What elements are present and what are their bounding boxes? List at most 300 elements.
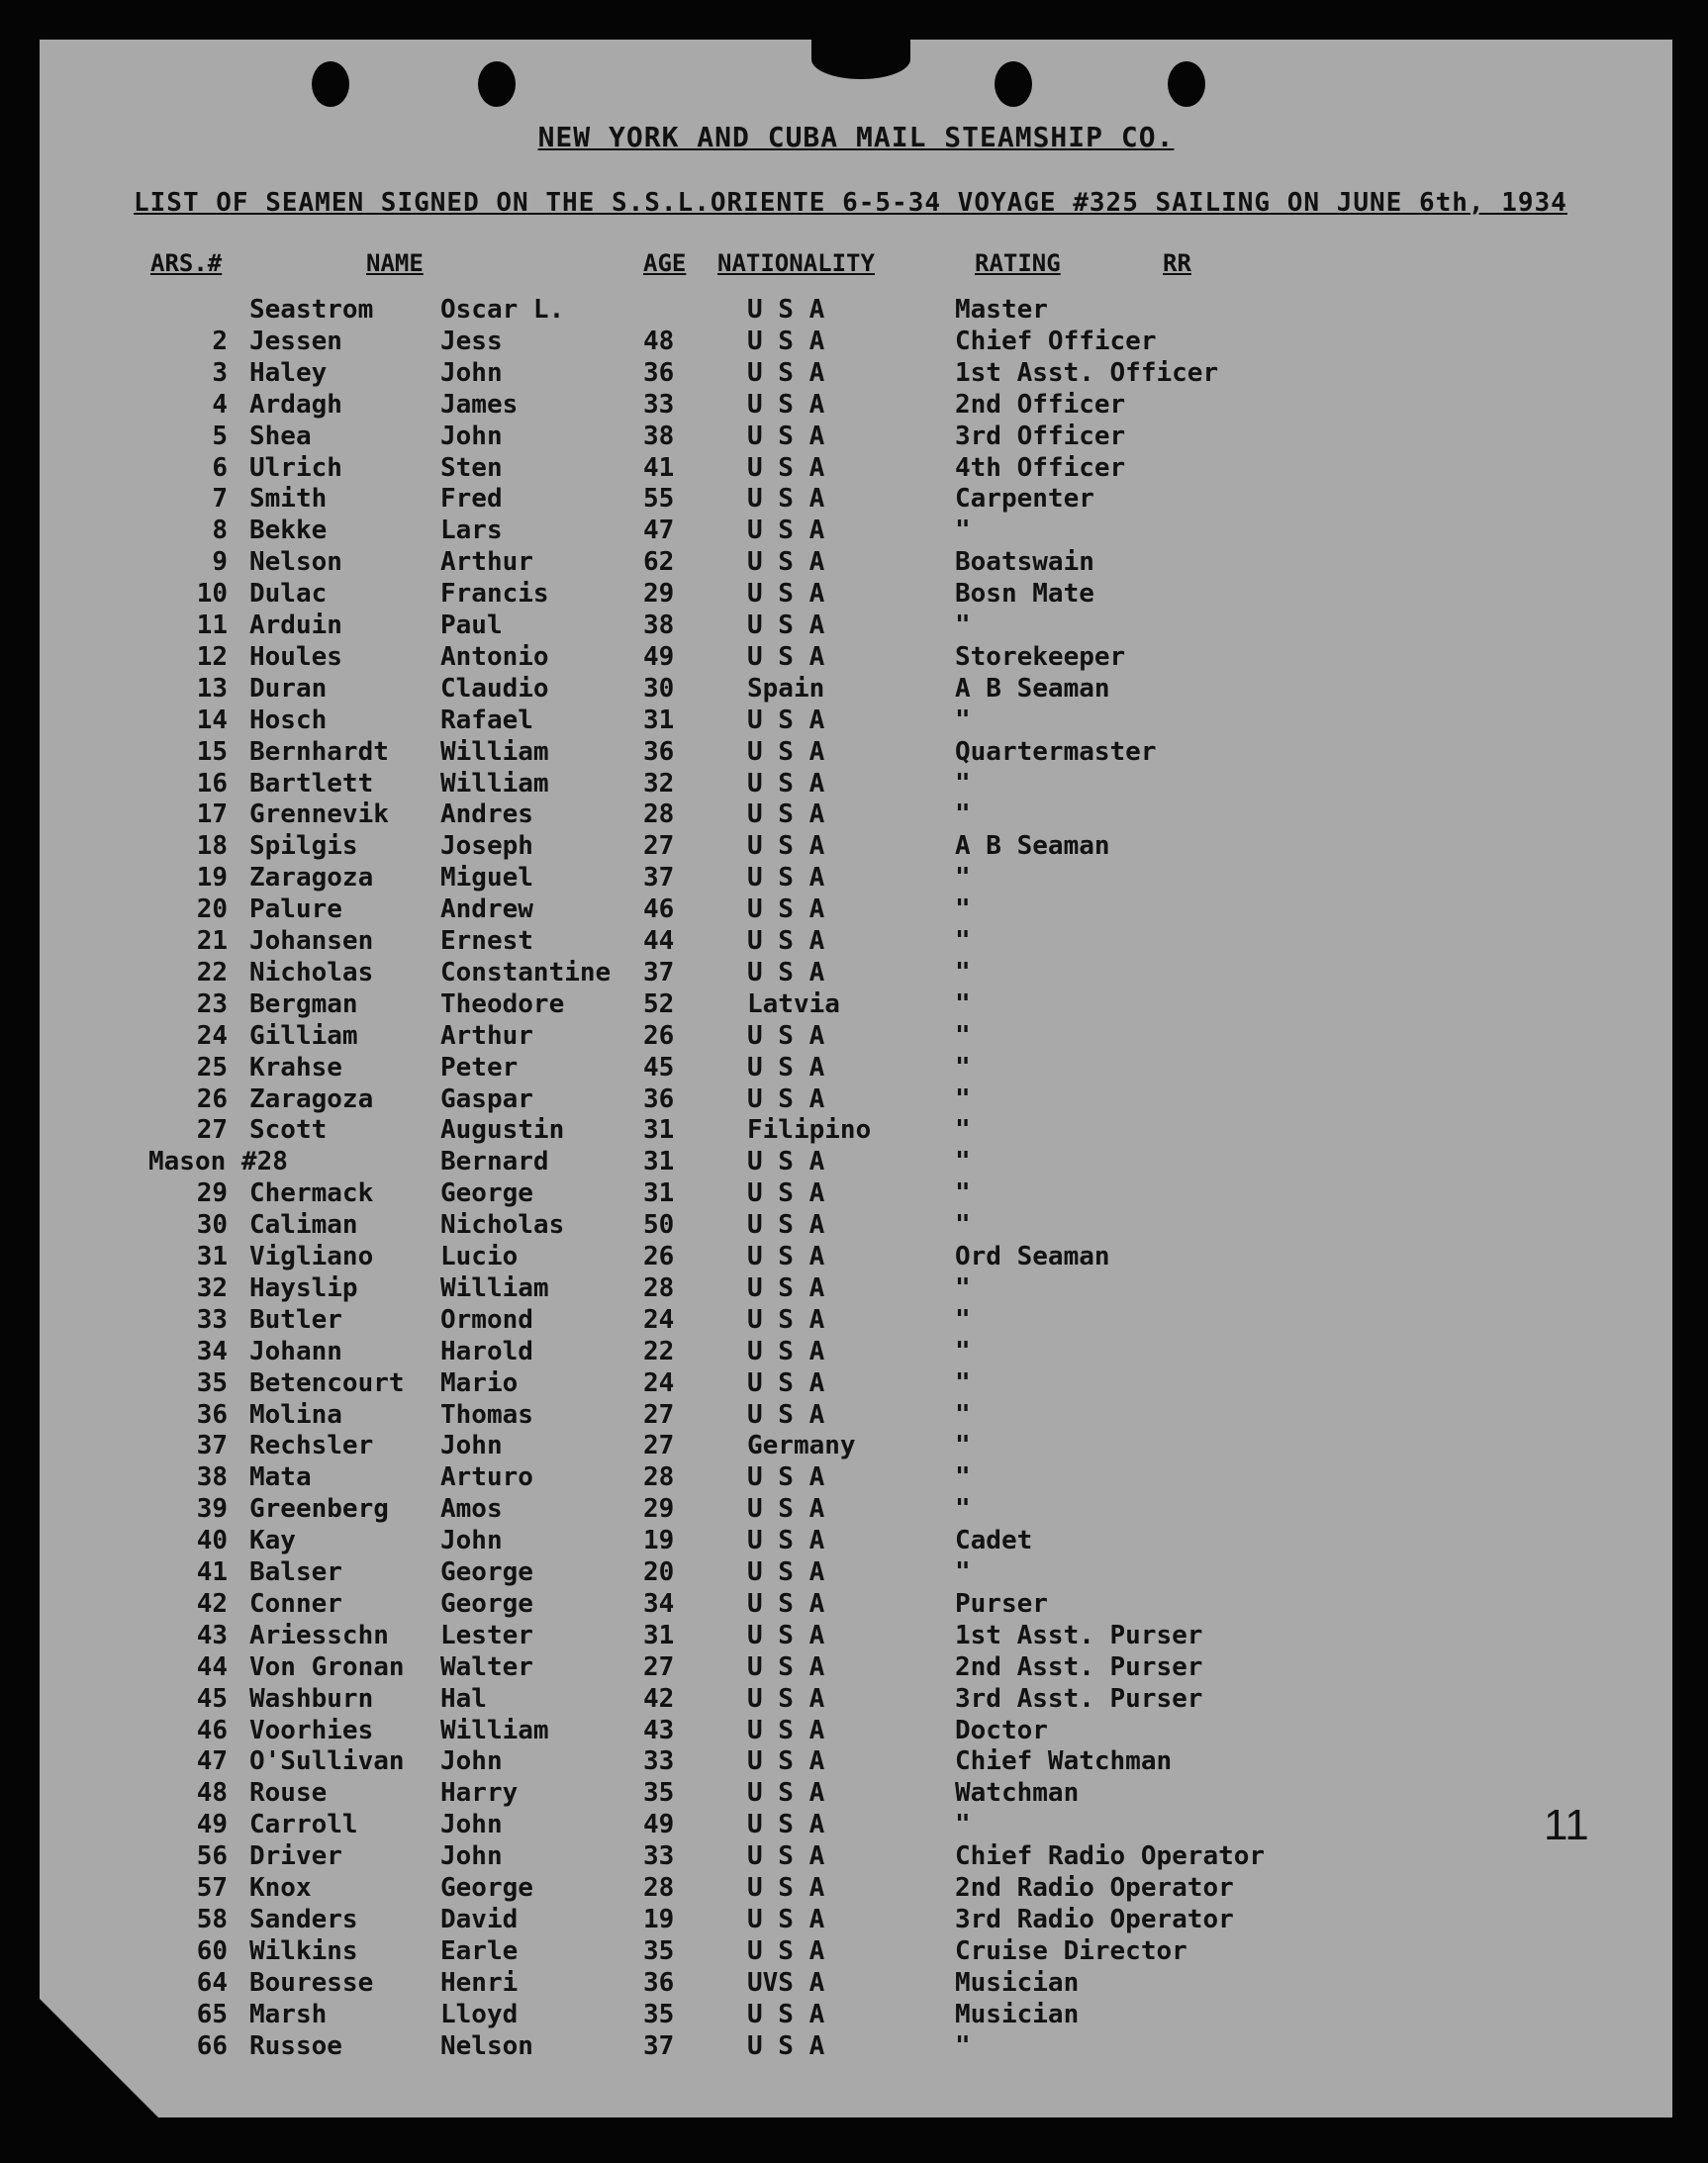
crew-rating: ": [955, 611, 971, 640]
header-nationality: NATIONALITY: [717, 249, 875, 277]
crew-last-name: Washburn: [249, 1684, 374, 1714]
crew-age: 36: [643, 1084, 675, 1114]
crew-nationality: Filipino: [747, 1115, 872, 1145]
crew-last-name: Marsh: [249, 2000, 328, 2029]
crew-number: Mason #28: [148, 1147, 288, 1176]
crew-age: 27: [643, 831, 675, 861]
crew-age: 31: [643, 1115, 675, 1145]
crew-nationality: U S A: [747, 1400, 825, 1430]
crew-age: 36: [643, 737, 675, 767]
crew-age: 31: [643, 705, 675, 735]
crew-age: 26: [643, 1242, 675, 1271]
crew-first-name: William: [440, 1273, 549, 1303]
crew-first-name: George: [440, 1873, 533, 1903]
crew-nationality: U S A: [747, 1557, 825, 1587]
crew-rating: ": [955, 1494, 971, 1524]
header-number: ARS.#: [150, 249, 223, 277]
crew-nationality: U S A: [747, 1021, 825, 1051]
crew-rating: ": [955, 2031, 971, 2061]
crew-number: 58: [196, 1905, 228, 1934]
crew-nationality: U S A: [747, 926, 825, 956]
crew-last-name: Vigliano: [249, 1242, 374, 1271]
crew-rating: ": [955, 1147, 971, 1176]
crew-nationality: U S A: [747, 1810, 825, 1839]
crew-rating: ": [955, 1368, 971, 1398]
crew-first-name: Andrew: [440, 894, 533, 924]
crew-rating: ": [955, 1115, 971, 1145]
crew-nationality: U S A: [747, 1273, 825, 1303]
crew-last-name: Bouresse: [249, 1968, 374, 1998]
header-age: AGE: [643, 249, 687, 277]
crew-rating: ": [955, 516, 971, 545]
crew-last-name: Smith: [249, 484, 328, 514]
crew-rating: A B Seaman: [955, 674, 1110, 704]
crew-last-name: Hosch: [249, 705, 328, 735]
crew-number: 40: [196, 1526, 228, 1555]
crew-number: 23: [196, 989, 228, 1019]
crew-number: 42: [196, 1589, 228, 1619]
crew-last-name: Jessen: [249, 327, 342, 356]
crew-first-name: Ormond: [440, 1305, 533, 1335]
page-number: 11: [1544, 1801, 1589, 1849]
crew-number: 29: [196, 1178, 228, 1208]
crew-number: 18: [196, 831, 228, 861]
crew-first-name: Lloyd: [440, 2000, 519, 2029]
crew-last-name: Kay: [249, 1526, 296, 1555]
crew-first-name: Miguel: [440, 863, 533, 893]
crew-number: 57: [196, 1873, 228, 1903]
crew-first-name: Fred: [440, 484, 503, 514]
crew-nationality: U S A: [747, 358, 825, 388]
crew-number: 9: [212, 547, 228, 577]
crew-rating: ": [955, 705, 971, 735]
crew-number: 17: [196, 799, 228, 829]
crew-first-name: James: [440, 390, 519, 420]
crew-number: 22: [196, 958, 228, 987]
crew-number: 39: [196, 1494, 228, 1524]
crew-nationality: U S A: [747, 1242, 825, 1271]
torn-edge: [811, 40, 910, 79]
crew-age: 28: [643, 1273, 675, 1303]
crew-first-name: Claudio: [440, 674, 549, 704]
crew-rating: 3rd Officer: [955, 422, 1126, 451]
crew-number: 4: [212, 390, 228, 420]
crew-rating: Watchman: [955, 1778, 1080, 1808]
crew-rating: ": [955, 1400, 971, 1430]
crew-nationality: U S A: [747, 327, 825, 356]
crew-rating: Purser: [955, 1589, 1048, 1619]
crew-last-name: Nelson: [249, 547, 342, 577]
crew-age: 52: [643, 989, 675, 1019]
crew-first-name: George: [440, 1557, 533, 1587]
crew-nationality: U S A: [747, 958, 825, 987]
crew-rating: Boatswain: [955, 547, 1094, 577]
document-page: [40, 40, 1672, 2117]
crew-nationality: U S A: [747, 1053, 825, 1082]
crew-nationality: U S A: [747, 1337, 825, 1366]
crew-number: 56: [196, 1841, 228, 1871]
crew-nationality: U S A: [747, 863, 825, 893]
crew-rating: Chief Officer: [955, 327, 1157, 356]
crew-first-name: Mario: [440, 1368, 519, 1398]
crew-first-name: John: [440, 1526, 503, 1555]
crew-age: 31: [643, 1178, 675, 1208]
crew-rating: Musician: [955, 1968, 1080, 1998]
crew-rating: 3rd Radio Operator: [955, 1905, 1234, 1934]
header-extra: RR: [1163, 249, 1191, 277]
crew-number: 26: [196, 1084, 228, 1114]
crew-age: 36: [643, 1968, 675, 1998]
crew-rating: Musician: [955, 2000, 1080, 2029]
crew-first-name: George: [440, 1589, 533, 1619]
crew-age: 30: [643, 674, 675, 704]
crew-rating: ": [955, 1273, 971, 1303]
crew-first-name: William: [440, 769, 549, 799]
crew-nationality: U S A: [747, 1746, 825, 1776]
crew-age: 28: [643, 1873, 675, 1903]
crew-age: 49: [643, 1810, 675, 1839]
crew-last-name: Seastrom: [249, 295, 374, 325]
crew-nationality: U S A: [747, 1210, 825, 1240]
crew-first-name: John: [440, 1431, 503, 1460]
crew-first-name: Lester: [440, 1621, 533, 1650]
crew-age: 37: [643, 2031, 675, 2061]
crew-first-name: Amos: [440, 1494, 503, 1524]
crew-last-name: Voorhies: [249, 1716, 374, 1745]
crew-first-name: Augustin: [440, 1115, 565, 1145]
crew-first-name: Arthur: [440, 547, 533, 577]
crew-last-name: Butler: [249, 1305, 342, 1335]
crew-first-name: Hal: [440, 1684, 487, 1714]
crew-age: 27: [643, 1431, 675, 1460]
crew-first-name: Harry: [440, 1778, 519, 1808]
crew-first-name: David: [440, 1905, 519, 1934]
crew-age: 22: [643, 1337, 675, 1366]
crew-rating: 1st Asst. Purser: [955, 1621, 1203, 1650]
crew-number: 20: [196, 894, 228, 924]
crew-rating: 2nd Asst. Purser: [955, 1652, 1203, 1682]
folded-corner: [40, 1999, 158, 2117]
crew-number: 38: [196, 1462, 228, 1492]
crew-rating: 2nd Radio Operator: [955, 1873, 1234, 1903]
crew-number: 65: [196, 2000, 228, 2029]
crew-rating: ": [955, 1053, 971, 1082]
crew-rating: Doctor: [955, 1716, 1048, 1745]
crew-last-name: Molina: [249, 1400, 342, 1430]
crew-nationality: U S A: [747, 769, 825, 799]
crew-first-name: Nicholas: [440, 1210, 565, 1240]
crew-rating: ": [955, 894, 971, 924]
crew-first-name: Peter: [440, 1053, 519, 1082]
crew-first-name: Harold: [440, 1337, 533, 1366]
crew-nationality: U S A: [747, 453, 825, 483]
crew-last-name: Scott: [249, 1115, 328, 1145]
crew-number: 45: [196, 1684, 228, 1714]
crew-last-name: Bergman: [249, 989, 358, 1019]
crew-last-name: Ardagh: [249, 390, 342, 420]
crew-number: 8: [212, 516, 228, 545]
crew-number: 16: [196, 769, 228, 799]
crew-rating: ": [955, 1462, 971, 1492]
crew-first-name: Constantine: [440, 958, 612, 987]
crew-number: 33: [196, 1305, 228, 1335]
crew-number: 30: [196, 1210, 228, 1240]
crew-last-name: Krahse: [249, 1053, 342, 1082]
crew-last-name: Bernhardt: [249, 737, 389, 767]
crew-nationality: U S A: [747, 579, 825, 609]
crew-age: 33: [643, 390, 675, 420]
crew-last-name: Duran: [249, 674, 328, 704]
crew-age: 37: [643, 958, 675, 987]
crew-rating: ": [955, 1084, 971, 1114]
crew-age: 24: [643, 1368, 675, 1398]
crew-last-name: Zaragoza: [249, 863, 374, 893]
crew-last-name: Shea: [249, 422, 312, 451]
crew-first-name: Lucio: [440, 1242, 519, 1271]
crew-last-name: Knox: [249, 1873, 312, 1903]
crew-number: 15: [196, 737, 228, 767]
crew-nationality: U S A: [747, 1305, 825, 1335]
crew-last-name: Von Gronan: [249, 1652, 405, 1682]
crew-age: 28: [643, 1462, 675, 1492]
crew-rating: ": [955, 1337, 971, 1366]
crew-nationality: U S A: [747, 1621, 825, 1650]
crew-age: 38: [643, 611, 675, 640]
crew-age: 34: [643, 1589, 675, 1619]
crew-last-name: Dulac: [249, 579, 328, 609]
crew-rating: Master: [955, 295, 1048, 325]
crew-rating: Cruise Director: [955, 1936, 1187, 1966]
crew-nationality: U S A: [747, 1905, 825, 1934]
crew-last-name: Ulrich: [249, 453, 342, 483]
crew-rating: Quartermaster: [955, 737, 1157, 767]
crew-first-name: George: [440, 1178, 533, 1208]
crew-rating: Carpenter: [955, 484, 1094, 514]
crew-first-name: John: [440, 422, 503, 451]
crew-age: 49: [643, 642, 675, 672]
crew-first-name: Theodore: [440, 989, 565, 1019]
header-name: NAME: [366, 249, 424, 277]
crew-age: 35: [643, 1936, 675, 1966]
crew-number: 7: [212, 484, 228, 514]
punch-hole: [1168, 61, 1205, 107]
crew-nationality: U S A: [747, 1873, 825, 1903]
crew-age: 50: [643, 1210, 675, 1240]
crew-age: 31: [643, 1621, 675, 1650]
crew-number: 13: [196, 674, 228, 704]
crew-last-name: Driver: [249, 1841, 342, 1871]
crew-nationality: U S A: [747, 1684, 825, 1714]
crew-nationality: U S A: [747, 390, 825, 420]
crew-first-name: Thomas: [440, 1400, 533, 1430]
crew-first-name: Rafael: [440, 705, 533, 735]
crew-rating: ": [955, 989, 971, 1019]
crew-first-name: Gaspar: [440, 1084, 533, 1114]
crew-number: 11: [196, 611, 228, 640]
crew-rating: Chief Watchman: [955, 1746, 1173, 1776]
crew-last-name: Greenberg: [249, 1494, 389, 1524]
crew-rating: 3rd Asst. Purser: [955, 1684, 1203, 1714]
crew-first-name: John: [440, 1746, 503, 1776]
crew-number: 25: [196, 1053, 228, 1082]
crew-number: 41: [196, 1557, 228, 1587]
crew-age: 27: [643, 1400, 675, 1430]
crew-age: 38: [643, 422, 675, 451]
crew-last-name: Bekke: [249, 516, 328, 545]
crew-rating: 1st Asst. Officer: [955, 358, 1219, 388]
crew-first-name: John: [440, 358, 503, 388]
crew-age: 27: [643, 1652, 675, 1682]
crew-rating: Storekeeper: [955, 642, 1126, 672]
crew-last-name: Johansen: [249, 926, 374, 956]
crew-first-name: Arthur: [440, 1021, 533, 1051]
crew-nationality: U S A: [747, 642, 825, 672]
crew-number: 44: [196, 1652, 228, 1682]
crew-rating: 2nd Officer: [955, 390, 1126, 420]
crew-nationality: U S A: [747, 1716, 825, 1745]
crew-age: 28: [643, 799, 675, 829]
crew-rating: ": [955, 1021, 971, 1051]
crew-nationality: U S A: [747, 1778, 825, 1808]
crew-last-name: Russoe: [249, 2031, 342, 2061]
crew-first-name: Lars: [440, 516, 503, 545]
crew-last-name: Gilliam: [249, 1021, 358, 1051]
crew-first-name: John: [440, 1810, 503, 1839]
crew-age: 55: [643, 484, 675, 514]
crew-number: 32: [196, 1273, 228, 1303]
crew-age: 26: [643, 1021, 675, 1051]
crew-first-name: Antonio: [440, 642, 549, 672]
crew-number: 14: [196, 705, 228, 735]
crew-rating: Cadet: [955, 1526, 1033, 1555]
crew-first-name: Oscar L.: [440, 295, 565, 325]
crew-age: 19: [643, 1905, 675, 1934]
crew-last-name: Hayslip: [249, 1273, 358, 1303]
crew-number: 47: [196, 1746, 228, 1776]
company-title: NEW YORK AND CUBA MAIL STEAMSHIP CO.: [537, 121, 1175, 153]
crew-number: 19: [196, 863, 228, 893]
crew-first-name: Walter: [440, 1652, 533, 1682]
crew-nationality: U S A: [747, 799, 825, 829]
crew-nationality: U S A: [747, 1652, 825, 1682]
crew-rating: ": [955, 1210, 971, 1240]
crew-nationality: UVS A: [747, 1968, 825, 1998]
crew-nationality: U S A: [747, 831, 825, 861]
crew-first-name: William: [440, 737, 549, 767]
crew-number: 2: [212, 327, 228, 356]
crew-last-name: Haley: [249, 358, 328, 388]
crew-last-name: Caliman: [249, 1210, 358, 1240]
crew-age: 35: [643, 1778, 675, 1808]
crew-last-name: Palure: [249, 894, 342, 924]
crew-first-name: Ernest: [440, 926, 533, 956]
crew-last-name: Rechsler: [249, 1431, 374, 1460]
crew-number: 36: [196, 1400, 228, 1430]
crew-first-name: Andres: [440, 799, 533, 829]
crew-nationality: U S A: [747, 547, 825, 577]
crew-nationality: U S A: [747, 1526, 825, 1555]
crew-nationality: Spain: [747, 674, 825, 704]
crew-age: 36: [643, 358, 675, 388]
crew-first-name: William: [440, 1716, 549, 1745]
crew-last-name: Spilgis: [249, 831, 358, 861]
crew-number: 24: [196, 1021, 228, 1051]
crew-rating: 4th Officer: [955, 453, 1126, 483]
crew-last-name: Nicholas: [249, 958, 374, 987]
crew-nationality: U S A: [747, 2000, 825, 2029]
crew-last-name: Zaragoza: [249, 1084, 374, 1114]
crew-rating: ": [955, 958, 971, 987]
crew-last-name: Rouse: [249, 1778, 328, 1808]
crew-first-name: Sten: [440, 453, 503, 483]
crew-nationality: Germany: [747, 1431, 856, 1460]
crew-age: 19: [643, 1526, 675, 1555]
crew-rating: ": [955, 799, 971, 829]
crew-number: 3: [212, 358, 228, 388]
crew-nationality: U S A: [747, 737, 825, 767]
crew-age: 62: [643, 547, 675, 577]
crew-last-name: Ariesschn: [249, 1621, 389, 1650]
crew-number: 21: [196, 926, 228, 956]
crew-first-name: Earle: [440, 1936, 519, 1966]
crew-rating: Ord Seaman: [955, 1242, 1110, 1271]
crew-last-name: Mata: [249, 1462, 312, 1492]
crew-nationality: U S A: [747, 422, 825, 451]
crew-number: 35: [196, 1368, 228, 1398]
crew-nationality: U S A: [747, 1936, 825, 1966]
crew-age: 45: [643, 1053, 675, 1082]
crew-nationality: U S A: [747, 1178, 825, 1208]
crew-rating: A B Seaman: [955, 831, 1110, 861]
crew-age: 24: [643, 1305, 675, 1335]
crew-last-name: Arduin: [249, 611, 342, 640]
crew-age: 33: [643, 1746, 675, 1776]
crew-rating: ": [955, 1178, 971, 1208]
crew-rating: ": [955, 1305, 971, 1335]
crew-number: 31: [196, 1242, 228, 1271]
crew-rating: Bosn Mate: [955, 579, 1094, 609]
crew-first-name: Henri: [440, 1968, 519, 1998]
crew-number: 48: [196, 1778, 228, 1808]
crew-last-name: Grennevik: [249, 799, 389, 829]
crew-age: 47: [643, 516, 675, 545]
crew-nationality: U S A: [747, 1841, 825, 1871]
crew-number: 10: [196, 579, 228, 609]
crew-age: 33: [643, 1841, 675, 1871]
crew-last-name: Balser: [249, 1557, 342, 1587]
crew-age: 32: [643, 769, 675, 799]
crew-number: 46: [196, 1716, 228, 1745]
crew-last-name: Carroll: [249, 1810, 358, 1839]
crew-nationality: U S A: [747, 894, 825, 924]
crew-rating: ": [955, 1810, 971, 1839]
list-title: LIST OF SEAMEN SIGNED ON THE S.S.L.ORIENTE 6-5-34 VOYAGE #325 SAILING ON JUNE 6th, 1934: [134, 188, 1567, 218]
punch-hole: [995, 61, 1032, 107]
crew-number: 12: [196, 642, 228, 672]
crew-first-name: Paul: [440, 611, 503, 640]
crew-first-name: Joseph: [440, 831, 533, 861]
crew-age: 29: [643, 579, 675, 609]
crew-last-name: Chermack: [249, 1178, 374, 1208]
crew-nationality: U S A: [747, 2031, 825, 2061]
crew-number: 6: [212, 453, 228, 483]
crew-number: 66: [196, 2031, 228, 2061]
crew-rating: ": [955, 769, 971, 799]
crew-number: 60: [196, 1936, 228, 1966]
crew-nationality: U S A: [747, 516, 825, 545]
crew-number: 34: [196, 1337, 228, 1366]
crew-first-name: Nelson: [440, 2031, 533, 2061]
